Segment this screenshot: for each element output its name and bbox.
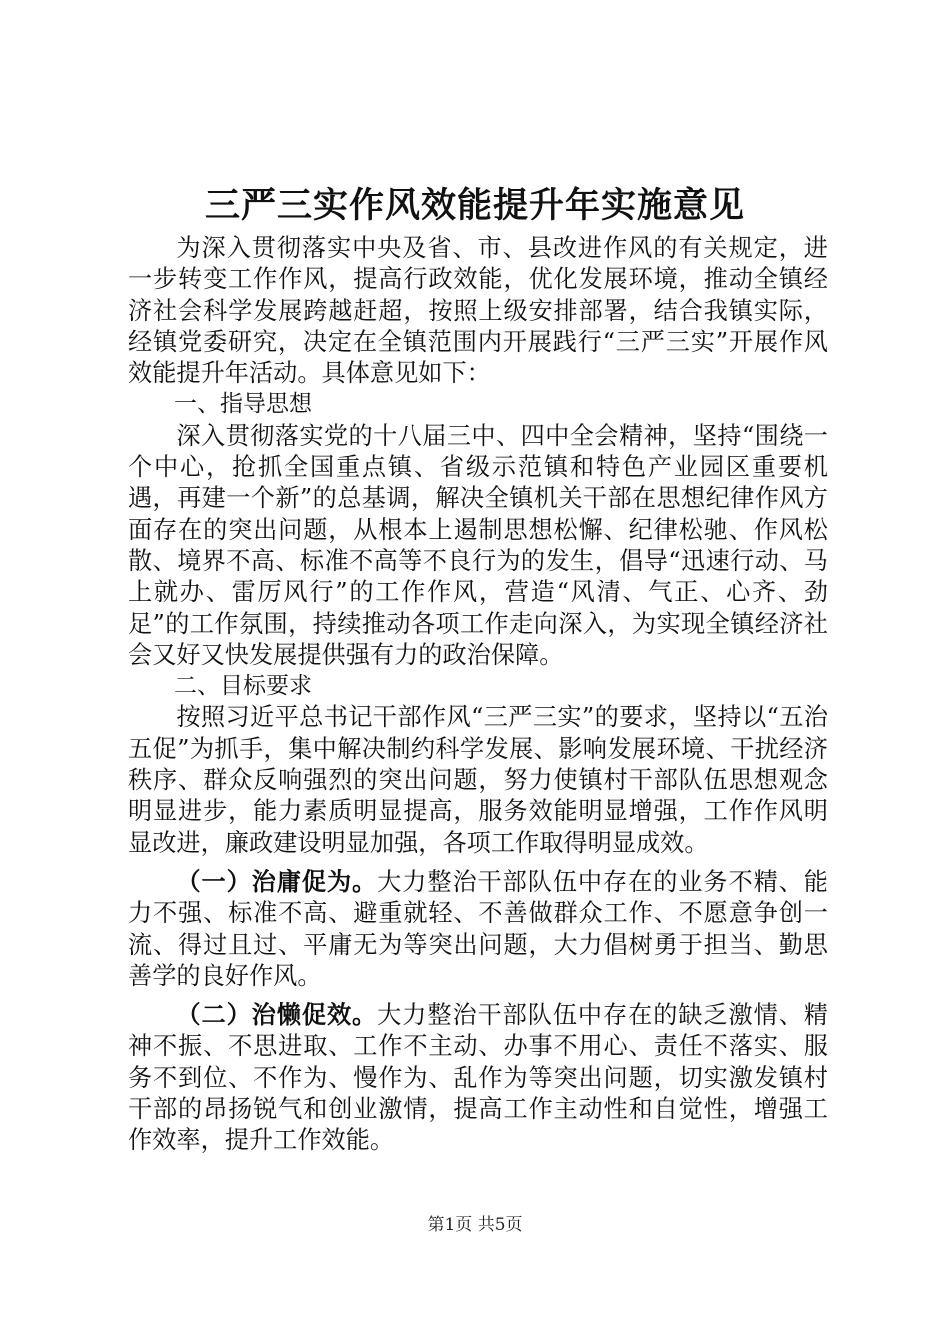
section-text-goals: 按照习近平总书记干部作风“三严三实”的要求，坚持以“五治五促”为抓手，集中解决制约科学发展、影响发展环境、干扰经济秩序、群众反响强烈的突出问题，努力使镇村干部队伍思想观念明显进步，能力素质明显提高，服务效能明显增强，工作作风明显改进，廉政建设明显加强，各项工作取得明显成效。 [128, 703, 828, 857]
page-footer: 第1页 共5页 [427, 1215, 523, 1235]
intro-paragraph: 为深入贯彻落实中央及省、市、县改进作风的有关规定，进一步转变工作作风，提高行政效能，优化发展环境，推动全镇经济社会科学发展跨越赶超，按照上级安排部署，结合我镇实际，经镇党委研究，决定在全镇范围内开展践行“三严三实”开展作风效能提升年活动。具体意见如下： [128, 234, 828, 388]
item-text-1: 大力整治干部队伍中存在的业务不精、能力不强、标准不高、避重就轻、不善做群众工作、不愿意争创一流、得过且过、平庸无为等突出问题，大力倡树勇于担当、勤思善学的良好作风。 [128, 867, 828, 990]
section-text-guiding-ideology: 深入贯彻落实党的十八届三中、四中全会精神，坚持“围绕一个中心，抢抓全国重点镇、省级示范镇和特色产业园区重要机遇，再建一个新”的总基调，解决全镇机关干部在思想纪律作风方面存在的突出问题，从根本上遏制思想松懈、纪律松驰、作风松散、境界不高、标准不高等不良行为的发生，倡导“迅速行动、马上就办、雷厉风行”的工作作风，营造“风清、气正、心齐、劲足”的工作氛围，持续推动各项工作走向深入，为实现全镇经济社会又好又快发展提供强有力的政治保障。 [128, 421, 828, 669]
item-lead-1: （一）治庸促为。 [176, 867, 378, 896]
item-paragraph-1 [128, 867, 828, 992]
item-paragraph-2 [128, 1000, 828, 1156]
document-body [128, 233, 828, 1157]
section-heading-goals: 二、目标要求 [174, 673, 312, 700]
document-title: 三严三实作风效能提升年实施意见 [204, 186, 745, 226]
section-heading-guiding-ideology: 一、指导思想 [174, 391, 312, 418]
item-text-2: 大力整治干部队伍中存在的缺乏激情、精神不振、不思进取、工作不主动、办事不用心、责任不落实、服务不到位、不作为、慢作为、乱作为等突出问题，切实激发镇村干部的昂扬锐气和创业激情，提高工作主动性和自觉性，增强工作效率，提升工作效能。 [128, 1001, 828, 1155]
item-lead-2: （二）治懒促效。 [176, 1001, 378, 1030]
